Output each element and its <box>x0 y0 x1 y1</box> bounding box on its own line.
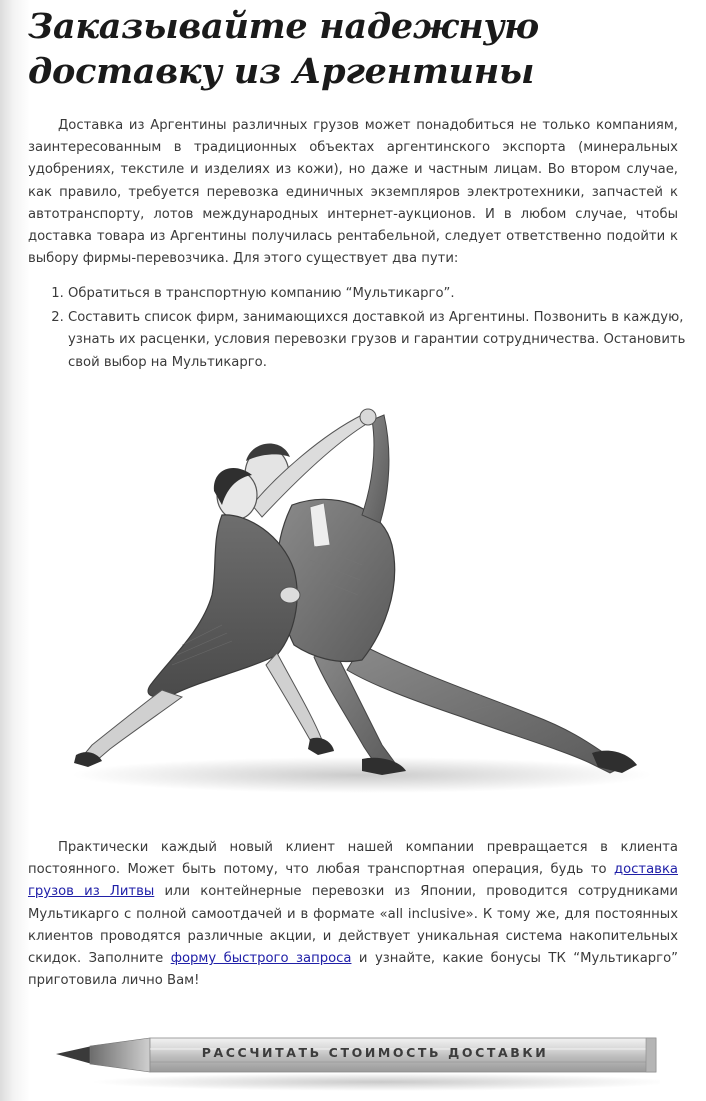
pencil-icon <box>52 1028 660 1092</box>
closing-text-part1: Практически каждый новый клиент нашей компании превращается в клиента постоянного. Может быть потому, что любая транспортная операция, будь то <box>28 840 678 878</box>
closing-text-part2: или контейнерные перевозки из Японии, проводится сотрудниками Мультикарго с полной самоотдачей и в формате «all inclusive». К тому же, для постоянных клиентов проводятся различные акции, и действует уникальная система накопительных скидок. Заполните <box>28 884 678 967</box>
page-title: Заказывайте надежную доставку из Аргентины <box>28 6 539 92</box>
tango-dancers-sketch-icon <box>62 395 652 795</box>
list-item: 1. Обратиться в транспортную компанию “Мультикарго”. <box>68 283 698 306</box>
intro-paragraph: Доставка из Аргентины различных грузов может понадобиться не только компаниям, заинтересованным в традиционных объектах аргентинского экспорта (минеральных удобрениях, текстиле и изделиях из кожи), но даже и частным лицам. Во втором случае, как правило, требуется перевозка единичных экземпляров электротехники, запчастей к автотранспорту, лотов международных интернет-аукционов. И в любом случае, чтобы доставка товара из Аргентины получилась рентабельной, следует ответственно подойти к выбору фирмы-перевозчика. Для этого существует два пути: <box>28 118 678 267</box>
calculate-cost-label: РАССЧИТАТЬ СТОИМОСТЬ ДОСТАВКИ <box>201 1045 549 1060</box>
list-item: 2. Составить список фирм, занимающихся доставкой из Аргентины. Позвонить в каждую, узнать их расценки, условия перевозки грузов и гарантии сотрудничества. Остановить свой выбор на Мультикарго. <box>68 307 698 375</box>
tango-dancers-illustration <box>62 395 652 795</box>
options-list <box>28 283 698 375</box>
closing-paragraph <box>28 837 678 992</box>
calculate-cost-button[interactable] <box>52 1028 660 1092</box>
lithuania-delivery-link[interactable]: доставка грузов из Литвы <box>28 862 678 900</box>
closing-text-part3: и узнайте, какие бонусы ТК “Мультикарго” приготовила лично Вам! <box>28 951 678 989</box>
quick-request-form-link[interactable]: форму быстрого запроса <box>170 951 352 967</box>
